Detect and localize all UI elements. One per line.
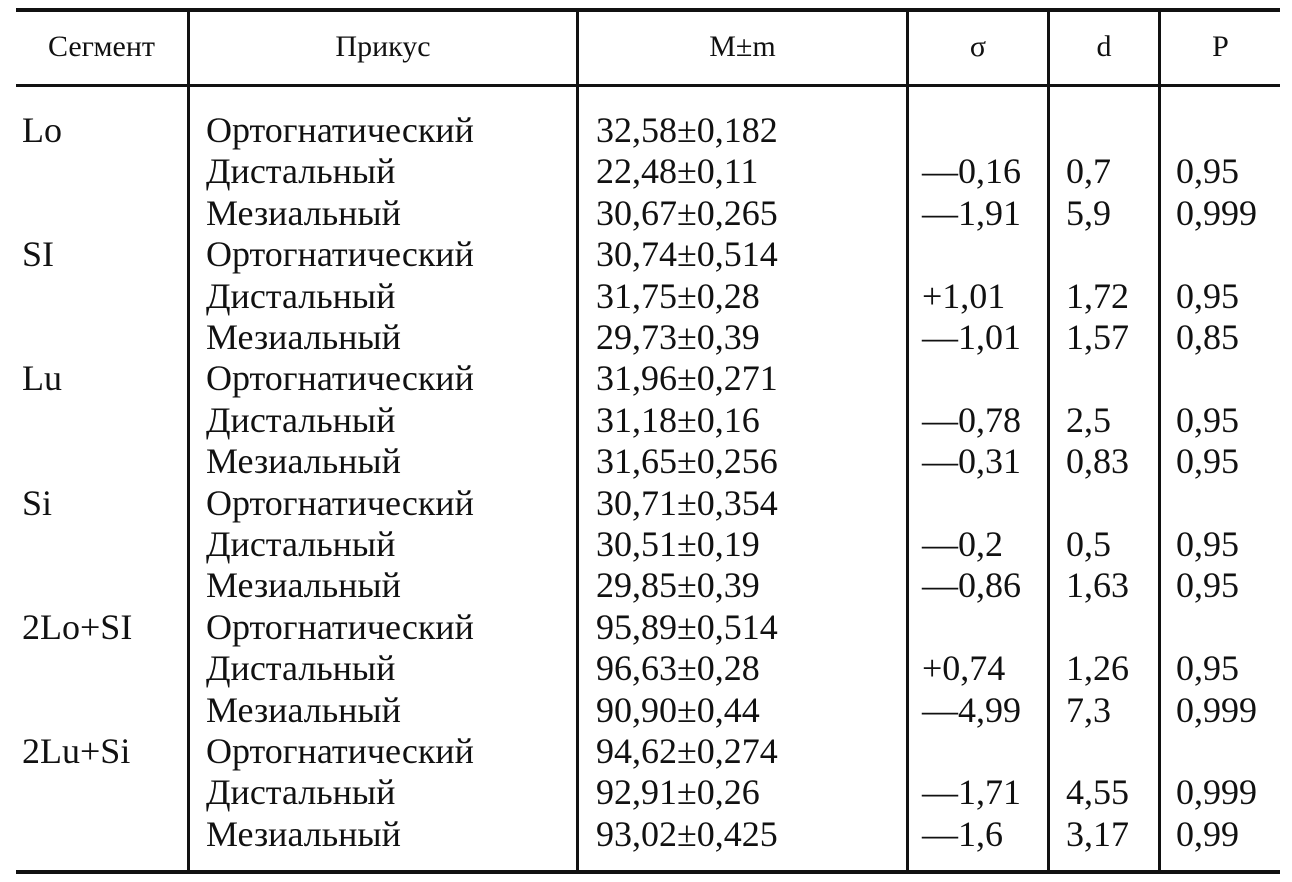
header-segment: Сегмент — [47, 30, 156, 63]
sigma-cell: —1,01 — [922, 317, 1021, 357]
segment-cell: 2Lo+SI — [22, 607, 133, 647]
sigma-cell: +1,01 — [922, 276, 1006, 316]
mean-cell: 31,65±0,256 — [596, 441, 778, 481]
mean-cell: 90,90±0,44 — [596, 690, 760, 730]
header-mean: M±m — [709, 30, 776, 63]
bite-cell: Ортогнатический — [206, 110, 474, 150]
mean-cell: 30,51±0,19 — [596, 524, 760, 564]
p-cell: 0,99 — [1176, 814, 1239, 854]
bite-cell: Ортогнатический — [206, 358, 474, 398]
bite-cell: Ортогнатический — [206, 234, 474, 274]
p-cell: 0,95 — [1176, 565, 1239, 605]
mean-cell: 32,58±0,182 — [596, 110, 778, 150]
column-divider — [1158, 10, 1161, 872]
bite-cell: Мезиальный — [206, 690, 401, 730]
header-d: d — [1096, 30, 1112, 63]
bite-cell: Дистальный — [206, 648, 396, 688]
sigma-cell: —0,2 — [922, 524, 1003, 564]
mean-cell: 22,48±0,11 — [596, 151, 759, 191]
bite-cell: Дистальный — [206, 276, 396, 316]
d-cell: 7,3 — [1066, 690, 1111, 730]
d-cell: 3,17 — [1066, 814, 1129, 854]
header-p: P — [1212, 30, 1229, 63]
mean-cell: 30,71±0,354 — [596, 483, 778, 523]
column-divider — [576, 10, 579, 872]
bite-cell: Ортогнатический — [206, 607, 474, 647]
mean-cell: 30,74±0,514 — [596, 234, 778, 274]
sigma-cell: —0,31 — [922, 441, 1021, 481]
segment-cell: SI — [22, 234, 55, 274]
table-bottom-rule — [16, 870, 1280, 874]
sigma-cell: —4,99 — [922, 690, 1021, 730]
d-cell: 2,5 — [1066, 400, 1111, 440]
p-cell: 0,999 — [1176, 690, 1257, 730]
sigma-cell: —1,91 — [922, 193, 1021, 233]
d-cell: 1,72 — [1066, 276, 1129, 316]
mean-cell: 93,02±0,425 — [596, 814, 778, 854]
segment-cell: Si — [22, 483, 53, 523]
bite-cell: Дистальный — [206, 524, 396, 564]
column-divider — [906, 10, 909, 872]
d-cell: 5,9 — [1066, 193, 1111, 233]
column-divider — [187, 10, 190, 872]
p-cell: 0,999 — [1176, 772, 1257, 812]
mean-cell: 95,89±0,514 — [596, 607, 778, 647]
p-cell: 0,95 — [1176, 400, 1239, 440]
table-top-rule — [16, 8, 1280, 12]
p-cell: 0,95 — [1176, 524, 1239, 564]
mean-cell: 31,96±0,271 — [596, 358, 778, 398]
column-divider — [1047, 10, 1050, 872]
d-cell: 1,63 — [1066, 565, 1129, 605]
bite-cell: Мезиальный — [206, 317, 401, 357]
sigma-cell: —1,71 — [922, 772, 1021, 812]
mean-cell: 29,73±0,39 — [596, 317, 760, 357]
mean-cell: 96,63±0,28 — [596, 648, 760, 688]
bite-cell: Ортогнатический — [206, 483, 474, 523]
bite-cell: Ортогнатический — [206, 731, 474, 771]
d-cell: 1,26 — [1066, 648, 1129, 688]
segment-cell: Lo — [22, 110, 62, 150]
p-cell: 0,85 — [1176, 317, 1239, 357]
d-cell: 0,7 — [1066, 151, 1111, 191]
sigma-cell: —0,16 — [922, 151, 1021, 191]
mean-cell: 31,18±0,16 — [596, 400, 760, 440]
mean-cell: 29,85±0,39 — [596, 565, 760, 605]
mean-cell: 30,67±0,265 — [596, 193, 778, 233]
p-cell: 0,999 — [1176, 193, 1257, 233]
d-cell: 0,5 — [1066, 524, 1111, 564]
sigma-cell: —0,78 — [922, 400, 1021, 440]
mean-cell: 94,62±0,274 — [596, 731, 778, 771]
d-cell: 1,57 — [1066, 317, 1129, 357]
bite-cell: Дистальный — [206, 772, 396, 812]
header-rule — [16, 84, 1280, 87]
bite-cell: Мезиальный — [206, 814, 401, 854]
segment-cell: Lu — [22, 358, 62, 398]
mean-cell: 92,91±0,26 — [596, 772, 760, 812]
p-cell: 0,95 — [1176, 151, 1239, 191]
bite-cell: Мезиальный — [206, 193, 401, 233]
bite-cell: Дистальный — [206, 400, 396, 440]
p-cell: 0,95 — [1176, 441, 1239, 481]
p-cell: 0,95 — [1176, 276, 1239, 316]
sigma-cell: +0,74 — [922, 648, 1006, 688]
p-cell: 0,95 — [1176, 648, 1239, 688]
sigma-cell: —0,86 — [922, 565, 1021, 605]
mean-cell: 31,75±0,28 — [596, 276, 760, 316]
header-bite: Прикус — [335, 30, 431, 63]
sigma-cell: —1,6 — [922, 814, 1003, 854]
d-cell: 4,55 — [1066, 772, 1129, 812]
bite-cell: Дистальный — [206, 151, 396, 191]
header-sigma: σ — [969, 30, 987, 63]
d-cell: 0,83 — [1066, 441, 1129, 481]
bite-cell: Мезиальный — [206, 565, 401, 605]
bite-cell: Мезиальный — [206, 441, 401, 481]
segment-cell: 2Lu+Si — [22, 731, 131, 771]
